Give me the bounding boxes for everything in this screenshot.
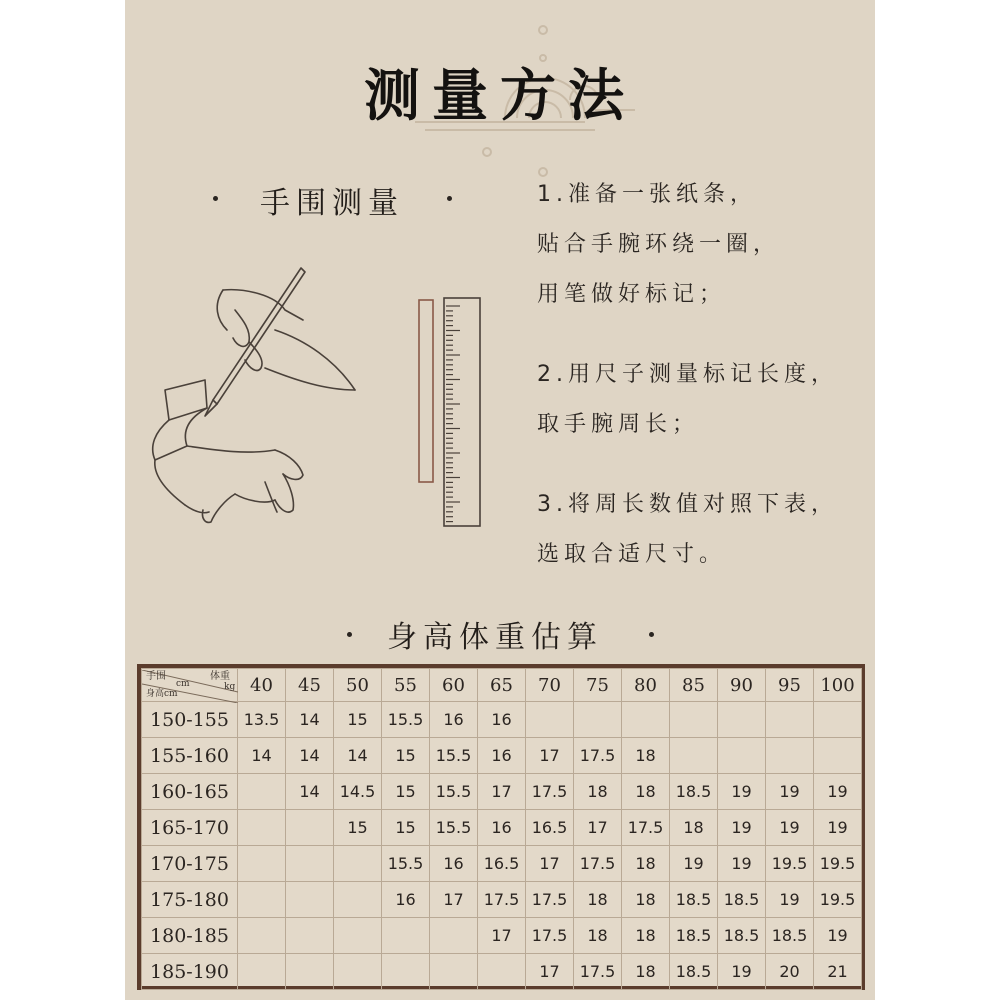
wrist-size-cell: 14 [286, 774, 334, 810]
wrist-size-cell: 17 [526, 738, 574, 774]
weight-header-cell: 100 [814, 669, 862, 702]
height-range-cell: 155-160 [142, 738, 238, 774]
wrist-size-cell [334, 954, 382, 990]
wrist-size-cell: 18 [622, 954, 670, 990]
weight-header-cell: 60 [430, 669, 478, 702]
wrist-size-cell: 17.5 [574, 846, 622, 882]
step-1 [537, 170, 877, 320]
wrist-size-cell: 19 [718, 774, 766, 810]
table-row [142, 810, 862, 846]
wrist-size-cell [286, 882, 334, 918]
page-title: 测量方法 [364, 63, 636, 129]
wrist-size-cell: 18 [622, 738, 670, 774]
wrist-size-cell: 16 [382, 882, 430, 918]
step-1-line-2: 贴合手腕环绕一圈， [537, 232, 781, 257]
wrist-size-cell: 20 [766, 954, 814, 990]
wrist-size-cell: 17.5 [622, 810, 670, 846]
wrist-size-cell [766, 702, 814, 738]
wrist-size-cell: 17.5 [574, 738, 622, 774]
weight-header-cell: 85 [670, 669, 718, 702]
table-row [142, 702, 862, 738]
hand-measuring-illustration [125, 250, 525, 540]
wrist-size-cell: 18 [622, 918, 670, 954]
corner-wrist-unit: cm [176, 679, 190, 689]
wrist-size-cell: 17.5 [526, 774, 574, 810]
table-header-row [142, 669, 862, 702]
wrist-size-cell [670, 702, 718, 738]
wrist-size-cell: 17 [574, 810, 622, 846]
wrist-size-cell: 16 [478, 810, 526, 846]
wrist-size-cell: 16.5 [478, 846, 526, 882]
table-row [142, 846, 862, 882]
wrist-size-cell [814, 702, 862, 738]
wrist-size-cell [430, 954, 478, 990]
wrist-size-cell: 19 [670, 846, 718, 882]
wrist-size-cell: 19 [718, 810, 766, 846]
wrist-size-cell [238, 846, 286, 882]
wrist-size-cell: 15 [382, 810, 430, 846]
wrist-size-cell: 18 [622, 882, 670, 918]
size-table [141, 668, 862, 990]
wrist-size-cell [670, 738, 718, 774]
wrist-size-cell: 18 [574, 882, 622, 918]
weight-header-cell: 50 [334, 669, 382, 702]
height-range-cell: 160-165 [142, 774, 238, 810]
wrist-size-cell: 15 [334, 702, 382, 738]
heading-dot-left [213, 196, 218, 201]
wrist-size-cell: 14 [238, 738, 286, 774]
wrist-size-cell: 15 [382, 774, 430, 810]
wrist-size-cell: 17.5 [526, 882, 574, 918]
step-1-line-3: 用笔做好标记； [537, 282, 727, 307]
table-row [142, 882, 862, 918]
wrist-size-cell [334, 846, 382, 882]
wrist-size-cell: 15 [382, 738, 430, 774]
weight-header-cell: 55 [382, 669, 430, 702]
wrist-size-cell [766, 738, 814, 774]
wrist-size-cell [286, 846, 334, 882]
step-3 [537, 480, 877, 580]
step-2-line-2: 取手腕周长； [537, 412, 700, 437]
wrist-size-cell: 18.5 [766, 918, 814, 954]
wrist-size-cell: 19.5 [814, 846, 862, 882]
wrist-size-cell: 18 [574, 774, 622, 810]
wrist-size-cell: 15 [334, 810, 382, 846]
wrist-section-heading: 手围测量 [260, 186, 404, 221]
step-1-line-1: 1.准备一张纸条， [537, 182, 757, 207]
table-heading-dot-left [347, 632, 352, 637]
table-body [142, 702, 862, 990]
step-3-line-1: 3.将周长数值对照下表， [537, 492, 838, 517]
wrist-size-cell: 18.5 [718, 918, 766, 954]
height-range-cell: 170-175 [142, 846, 238, 882]
wrist-size-cell [526, 702, 574, 738]
wrist-size-cell: 15.5 [382, 846, 430, 882]
wrist-size-cell [238, 918, 286, 954]
weight-header-cell: 95 [766, 669, 814, 702]
step-2-line-1: 2.用尺子测量标记长度， [537, 362, 838, 387]
wrist-size-cell [718, 738, 766, 774]
wrist-size-cell: 14 [334, 738, 382, 774]
wrist-size-cell [286, 954, 334, 990]
weight-header-cell: 80 [622, 669, 670, 702]
wrist-size-cell: 16 [430, 846, 478, 882]
wrist-size-cell: 17 [526, 846, 574, 882]
size-table-frame [137, 664, 865, 990]
wrist-size-cell: 15.5 [430, 738, 478, 774]
wrist-size-cell: 19 [814, 774, 862, 810]
wrist-size-cell [574, 702, 622, 738]
wrist-size-cell: 14 [286, 738, 334, 774]
wrist-size-cell: 18 [574, 918, 622, 954]
wrist-size-cell: 17.5 [478, 882, 526, 918]
wrist-size-cell: 17.5 [574, 954, 622, 990]
corner-height-label: 身高cm [146, 689, 178, 699]
height-range-cell: 150-155 [142, 702, 238, 738]
heading-dot-right [447, 196, 452, 201]
wrist-size-cell [238, 810, 286, 846]
table-row [142, 774, 862, 810]
wrist-size-cell: 19 [766, 882, 814, 918]
wrist-size-cell: 17 [526, 954, 574, 990]
corner-wrist-label: 手围 [146, 671, 166, 682]
wrist-size-cell: 17.5 [526, 918, 574, 954]
wrist-size-cell [286, 918, 334, 954]
wrist-size-cell: 19 [718, 954, 766, 990]
wrist-size-cell: 16 [430, 702, 478, 738]
weight-header-cell: 90 [718, 669, 766, 702]
wrist-size-cell: 18 [622, 774, 670, 810]
height-range-cell: 175-180 [142, 882, 238, 918]
wrist-size-cell: 18.5 [670, 882, 718, 918]
wrist-size-cell: 18 [622, 846, 670, 882]
wrist-size-cell: 19 [814, 918, 862, 954]
wrist-size-cell: 17 [478, 774, 526, 810]
wrist-size-cell: 17 [478, 918, 526, 954]
corner-weight-unit: kg [224, 682, 236, 692]
wrist-size-cell [814, 738, 862, 774]
step-2 [537, 350, 877, 450]
measurement-steps [537, 170, 877, 580]
wrist-size-cell [382, 954, 430, 990]
wrist-size-cell: 19 [766, 810, 814, 846]
wrist-size-cell: 16 [478, 738, 526, 774]
wrist-size-cell: 15.5 [382, 702, 430, 738]
wrist-size-cell: 18.5 [670, 954, 718, 990]
wrist-size-cell: 15.5 [430, 810, 478, 846]
weight-header-cell: 45 [286, 669, 334, 702]
wrist-size-cell [238, 882, 286, 918]
ruler-icon [419, 298, 480, 526]
wrist-size-cell [718, 702, 766, 738]
wrist-size-cell: 18 [670, 810, 718, 846]
weight-header-cell: 65 [478, 669, 526, 702]
table-row [142, 918, 862, 954]
wrist-size-cell: 16.5 [526, 810, 574, 846]
wrist-size-cell [430, 918, 478, 954]
wrist-size-cell: 13.5 [238, 702, 286, 738]
wrist-size-cell: 17 [430, 882, 478, 918]
wrist-size-cell: 16 [478, 702, 526, 738]
wrist-size-cell [334, 882, 382, 918]
wrist-size-cell: 19 [814, 810, 862, 846]
step-3-line-2: 选取合适尺寸。 [537, 542, 727, 567]
weight-header-cell: 40 [238, 669, 286, 702]
wrist-size-cell: 14.5 [334, 774, 382, 810]
wrist-size-cell: 19 [766, 774, 814, 810]
table-heading-dot-right [649, 632, 654, 637]
wrist-size-cell: 14 [286, 702, 334, 738]
size-guide-page [125, 0, 875, 1000]
wrist-size-cell [334, 918, 382, 954]
wrist-size-cell [238, 774, 286, 810]
height-range-cell: 180-185 [142, 918, 238, 954]
height-range-cell: 185-190 [142, 954, 238, 990]
table-row [142, 738, 862, 774]
wrist-size-cell: 18.5 [670, 918, 718, 954]
wrist-size-cell: 19 [718, 846, 766, 882]
wrist-size-cell [622, 702, 670, 738]
table-section-heading: 身高体重估算 [387, 620, 603, 655]
weight-header-cell: 75 [574, 669, 622, 702]
table-corner-cell [142, 669, 238, 702]
wrist-size-cell: 21 [814, 954, 862, 990]
wrist-size-cell: 19.5 [766, 846, 814, 882]
wrist-size-cell: 19.5 [814, 882, 862, 918]
wrist-size-cell [286, 810, 334, 846]
wrist-size-cell: 18.5 [718, 882, 766, 918]
wrist-size-cell [382, 918, 430, 954]
wrist-size-cell [478, 954, 526, 990]
wrist-size-cell: 15.5 [430, 774, 478, 810]
height-range-cell: 165-170 [142, 810, 238, 846]
corner-weight-label: 体重 [210, 671, 230, 682]
weight-header-cell: 70 [526, 669, 574, 702]
table-row [142, 954, 862, 990]
wrist-size-cell [238, 954, 286, 990]
wrist-size-cell: 18.5 [670, 774, 718, 810]
